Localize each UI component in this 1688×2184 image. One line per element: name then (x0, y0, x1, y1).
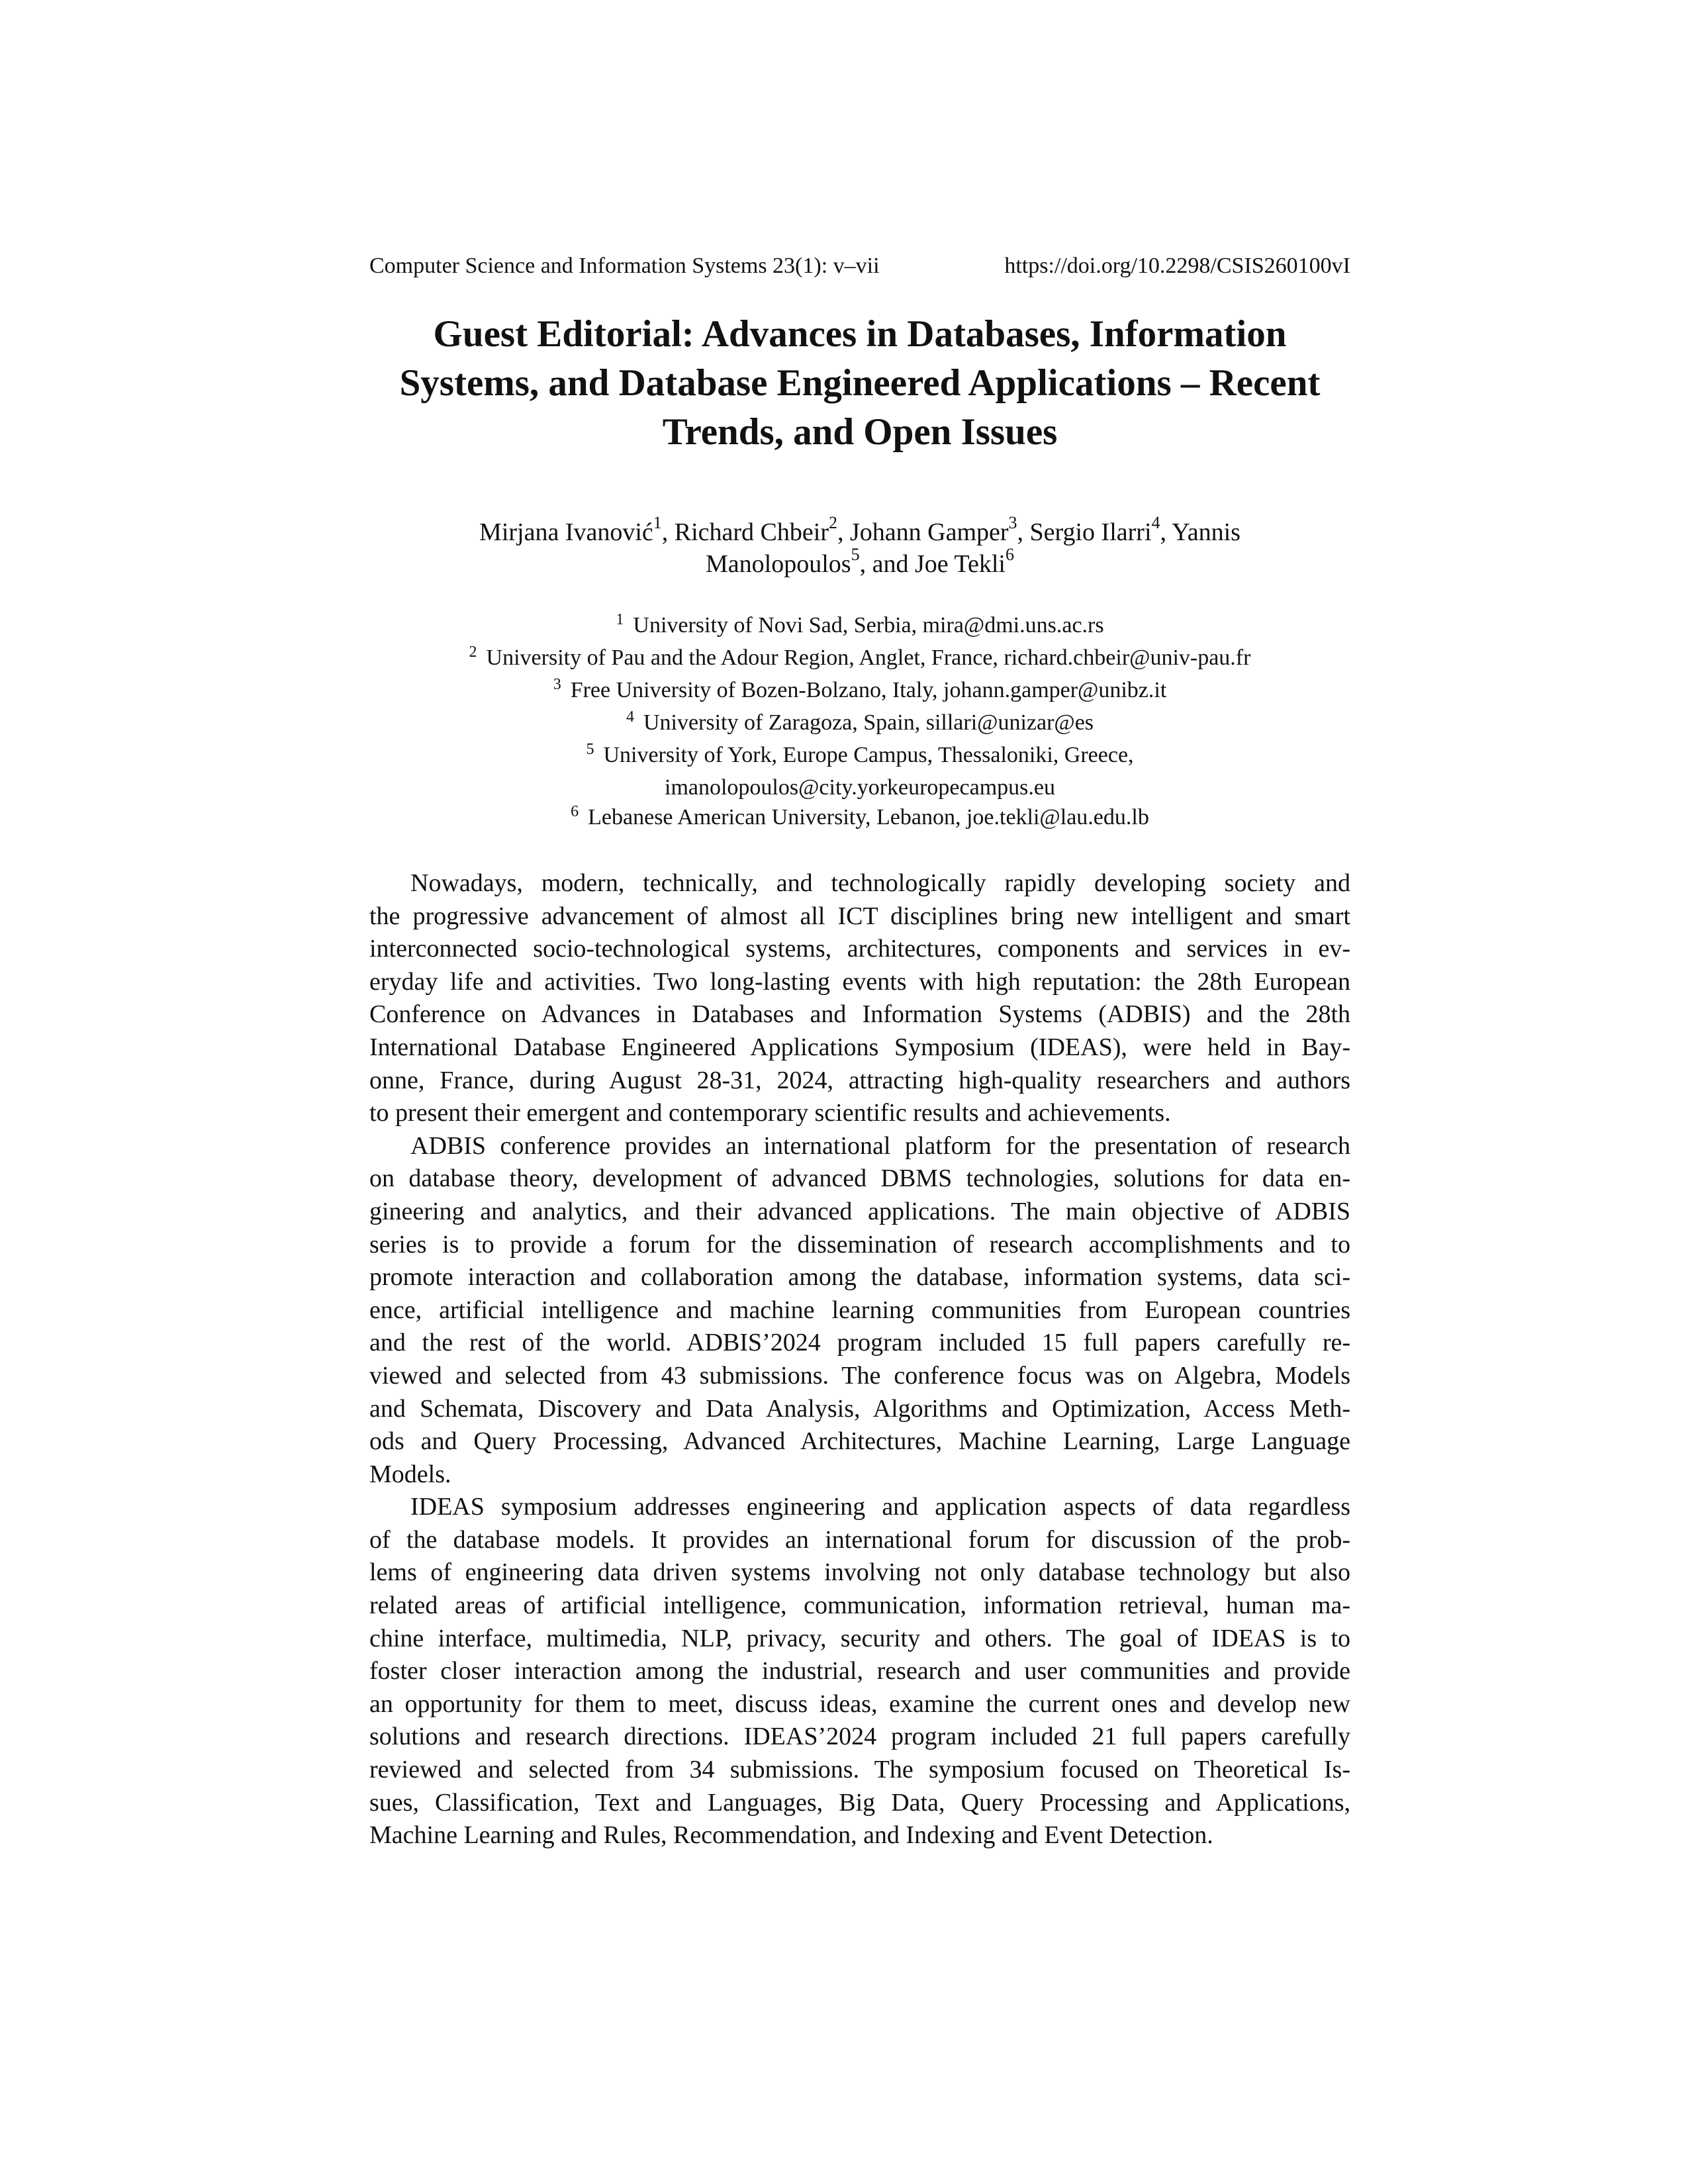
doi-link[interactable]: https://doi.org/10.2298/CSIS260100vI (1004, 254, 1350, 278)
text-line-content: sues, Classification, Text and Languages, Big Data, Query Processing and Applications, (369, 1788, 1350, 1817)
affiliation-item (369, 708, 1350, 740)
text-line (369, 1819, 1350, 1852)
affiliation-text: University of Pau and the Adour Region, Anglet, France, richard.chbeir@univ-pau.fr (486, 645, 1251, 670)
affiliation-number: 2 (469, 643, 477, 661)
affiliation-number: 3 (553, 676, 561, 693)
text-line-content: International Database Engineered Applications Symposium (IDEAS), were held in Bay- (369, 1033, 1350, 1061)
author-separator: , and (859, 550, 915, 578)
text-line-content: solutions and research directions. IDEAS’2024 program included 21 full papers carefully (369, 1723, 1350, 1751)
text-line-content: foster closer interaction among the industrial, research and user communities and provide (369, 1657, 1350, 1685)
text-line (369, 1327, 1350, 1360)
affiliation-number: 5 (586, 741, 594, 758)
text-line-content: of the database models. It provides an international forum for discussion of the prob- (369, 1525, 1350, 1554)
text-line-content: ADBIS conference provides an international platform for the presentation of research (410, 1131, 1350, 1160)
title-line: Trends, and Open Issues (662, 411, 1058, 453)
affiliation-text: Free University of Bozen-Bolzano, Italy, johann.gamper@unibz.it (570, 678, 1167, 702)
text-line-content: Nowadays, modern, technically, and technologically rapidly developing society and (410, 869, 1350, 897)
author-affiliation-mark: 3 (1008, 513, 1017, 533)
text-line-content: an opportunity for them to meet, discuss ideas, examine the current ones and develop new (369, 1689, 1350, 1718)
author-name: Manolopoulos (706, 550, 851, 578)
text-line (369, 1688, 1350, 1721)
running-head (369, 252, 1350, 281)
text-line (369, 966, 1350, 999)
text-line (369, 1556, 1350, 1590)
text-line (369, 1425, 1350, 1458)
text-line-content: related areas of artificial intelligence, communication, information retrieval, human ma- (369, 1591, 1350, 1620)
text-line (369, 1130, 1350, 1163)
paper-title (369, 310, 1350, 457)
text-line-content: onne, France, during August 28-31, 2024, attracting high-quality researchers and authors (369, 1066, 1350, 1094)
affiliation-number: 1 (616, 611, 624, 628)
affiliation-text: University of York, Europe Campus, Thessaloniki, Greece, (603, 743, 1134, 767)
text-line-content: gineering and analytics, and their advanced applications. The main objective of ADBIS (369, 1197, 1350, 1225)
affiliation-number: 4 (626, 708, 634, 726)
author-separator: , Yannis (1160, 518, 1241, 546)
text-line (369, 1163, 1350, 1196)
text-line-content: and Schemata, Discovery and Data Analysis, Algorithms and Optimization, Access Meth- (369, 1394, 1350, 1423)
text-line (369, 1065, 1350, 1098)
text-line-content: and the rest of the world. ADBIS’2024 program included 15 full papers carefully re- (369, 1329, 1350, 1357)
text-line (369, 1294, 1350, 1327)
text-line-content: series is to provide a forum for the dissemination of research accomplishments and to (369, 1230, 1350, 1258)
text-line (369, 1031, 1350, 1065)
author-affiliation-mark: 5 (851, 545, 860, 565)
text-line (369, 998, 1350, 1031)
affiliation-item (369, 675, 1350, 708)
text-line (369, 1623, 1350, 1656)
author-separator: , (837, 518, 850, 546)
text-line-content: ence, artificial intelligence and machine learning communities from European countries (369, 1296, 1350, 1324)
text-line-content: IDEAS symposium addresses engineering and application aspects of data regardless (410, 1493, 1350, 1521)
text-line (369, 867, 1350, 900)
title-line: Systems, and Database Engineered Applications – Recent (399, 362, 1321, 404)
text-line (369, 1393, 1350, 1426)
text-line (369, 933, 1350, 966)
text-line (369, 1360, 1350, 1393)
text-line (369, 1196, 1350, 1229)
author-name: Richard Chbeir (674, 518, 829, 546)
author-separator: , (1017, 518, 1030, 546)
text-line-content: on database theory, development of advanced DBMS technologies, solutions for data en- (369, 1164, 1350, 1193)
affiliation-number: 6 (571, 803, 579, 820)
text-line-content: chine interface, multimedia, NLP, privacy, security and others. The goal of IDEAS is to (369, 1624, 1350, 1652)
affiliation-text: Lebanese American University, Lebanon, joe.tekli@lau.edu.lb (588, 805, 1149, 830)
affiliation-item (369, 610, 1350, 643)
author-name: Johann Gamper (849, 518, 1009, 546)
text-line-content: Conference on Advances in Databases and Information Systems (ADBIS) and the 28th (369, 1000, 1350, 1029)
text-line-content: promote interaction and collaboration among the database, information systems, data sci- (369, 1263, 1350, 1292)
author-name: Sergio Ilarri (1029, 518, 1152, 546)
affiliation-item (369, 802, 1350, 835)
author-affiliation-mark: 6 (1005, 545, 1014, 565)
paragraph-intro (369, 867, 1350, 1130)
author-affiliation-mark: 4 (1151, 513, 1160, 533)
text-line-content: lems of engineering data driven systems involving not only database technology but also (369, 1558, 1350, 1587)
journal-citation: Computer Science and Information Systems 23(1): v–vii (369, 254, 880, 278)
text-line (369, 900, 1350, 933)
author-separator: , (661, 518, 675, 546)
text-line (369, 1754, 1350, 1787)
text-line (369, 1655, 1350, 1688)
affiliation-text: University of Novi Sad, Serbia, mira@dmi.uns.ac.rs (633, 613, 1104, 638)
text-line (369, 1458, 1350, 1492)
author-line (369, 545, 1350, 580)
author-line (369, 513, 1350, 548)
body-text (369, 867, 1350, 1852)
text-line (369, 1524, 1350, 1557)
affiliation-list (369, 610, 1350, 835)
paragraph-adbis (369, 1130, 1350, 1492)
text-line-content: Machine Learning and Rules, Recommendation, and Indexing and Event Detection. (369, 1821, 1213, 1850)
text-line-content: Models. (369, 1460, 451, 1488)
text-line (369, 1787, 1350, 1820)
title-line: Guest Editorial: Advances in Databases, Information (433, 313, 1287, 355)
text-line-content: interconnected socio-technological systems, architectures, components and services in ev- (369, 935, 1350, 963)
author-name: Joe Tekli (914, 550, 1006, 578)
text-line (369, 1491, 1350, 1524)
text-line-content: reviewed and selected from 34 submissions. The symposium focused on Theoretical Is- (369, 1756, 1350, 1784)
text-line-content: eryday life and activities. Two long-lasting events with high reputation: the 28th European (369, 967, 1350, 996)
text-line-content: to present their emergent and contemporary scientific results and achievements. (369, 1099, 1171, 1127)
text-line-content: ods and Query Processing, Advanced Architectures, Machine Learning, Large Language (369, 1427, 1350, 1456)
text-line-content: viewed and selected from 43 submissions. The conference focus was on Algebra, Models (369, 1361, 1350, 1390)
text-line-content: the progressive advancement of almost all ICT disciplines bring new intelligent and smart (369, 902, 1350, 930)
author-list (369, 513, 1350, 580)
text-line (369, 1590, 1350, 1623)
affiliation-item (369, 643, 1350, 675)
text-line (369, 1261, 1350, 1294)
author-name: Mirjana Ivanović (479, 518, 653, 546)
text-line (369, 1097, 1350, 1130)
affiliation-item-continuation (369, 773, 1350, 802)
author-affiliation-mark: 2 (828, 513, 837, 533)
affiliation-text: University of Zaragoza, Spain, sillari@unizar@es (643, 710, 1094, 735)
paragraph-ideas (369, 1491, 1350, 1852)
author-affiliation-mark: 1 (653, 513, 662, 533)
affiliation-email: imanolopoulos@city.yorkeuropecampus.eu (665, 775, 1055, 800)
text-line (369, 1721, 1350, 1754)
text-line (369, 1229, 1350, 1262)
affiliation-item (369, 740, 1350, 773)
